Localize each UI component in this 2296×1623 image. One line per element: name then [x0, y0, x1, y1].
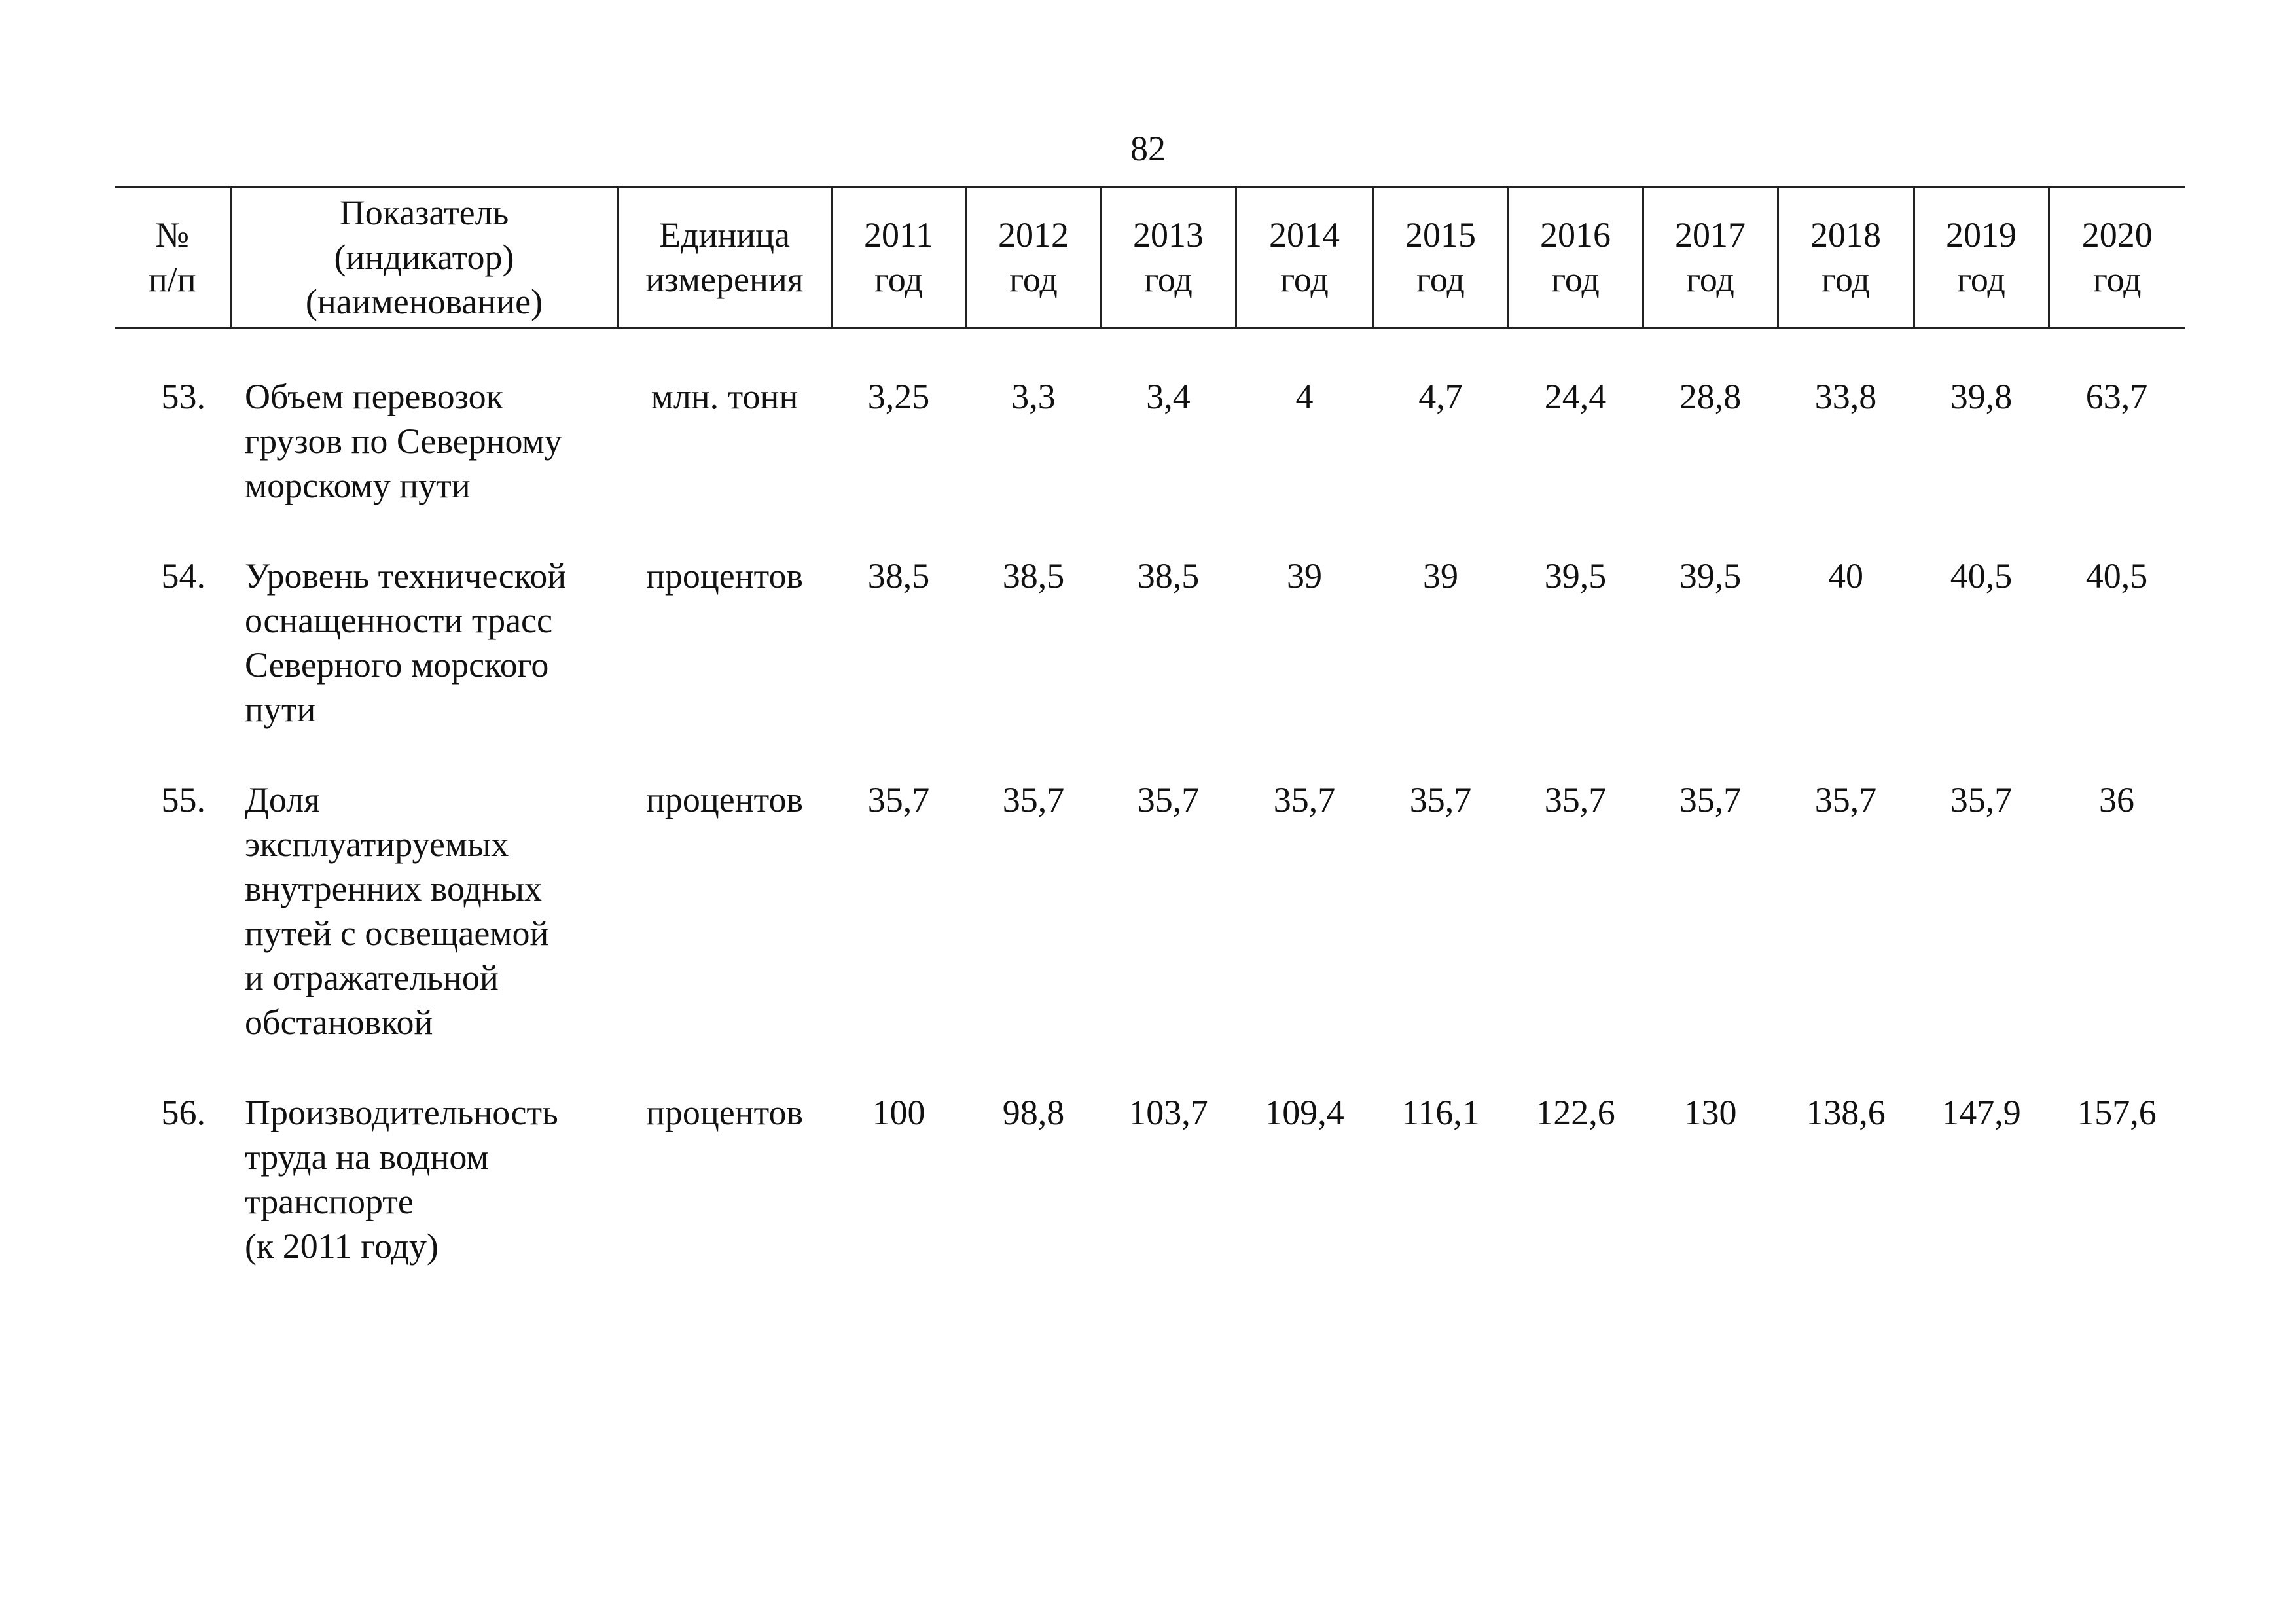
header-year-2016 [1508, 187, 1643, 328]
value-cell-2013: 103,7 [1128, 1093, 1208, 1132]
value-cell-2017: 39,5 [1679, 556, 1742, 596]
value-cell-2020: 40,5 [2085, 556, 2148, 596]
row-number: 53. [161, 377, 206, 416]
value-cell-2015: 39 [1423, 556, 1458, 596]
header-year-suffix: год [1957, 260, 2005, 299]
value-cell-2012: 3,3 [1011, 377, 1056, 416]
table-gap-row [115, 732, 2185, 777]
header-year: 2011 [864, 215, 933, 255]
value-cell-2017: 130 [1683, 1093, 1737, 1132]
value-cell-2016: 122,6 [1535, 1093, 1615, 1132]
indicator-name-line: обстановкой [245, 1003, 433, 1042]
value-cell-2011: 3,25 [867, 377, 930, 416]
value-cell-2013: 38,5 [1137, 556, 1200, 596]
value-cell-2018: 33,8 [1814, 377, 1877, 416]
header-indicator-line: (наименование) [305, 282, 543, 321]
value-cell-2012: 38,5 [1002, 556, 1065, 596]
indicator-name-line: и отражательной [245, 958, 499, 997]
value-cell-2019: 39,8 [1950, 377, 2013, 416]
header-year: 2020 [2081, 215, 2153, 255]
value-cell-2016: 24,4 [1544, 377, 1607, 416]
header-year: 2016 [1540, 215, 1611, 255]
value-cell-2015: 116,1 [1401, 1093, 1480, 1132]
indicator-name-line: (к 2011 году) [245, 1226, 439, 1266]
indicator-name-line: морскому пути [245, 466, 471, 505]
value-cell-2018: 138,6 [1806, 1093, 1886, 1132]
header-year: 2015 [1405, 215, 1476, 255]
indicator-name-line: путей с освещаемой [245, 914, 549, 953]
indicator-name-line: транспорте [245, 1182, 414, 1221]
value-cell-2013: 35,7 [1137, 780, 1200, 819]
row-number: 56. [161, 1093, 206, 1132]
header-year-2011 [831, 187, 966, 328]
header-year-suffix: год [1821, 260, 1870, 299]
unit-cell: процентов [645, 780, 804, 819]
table-row [115, 374, 2185, 508]
header-year: 2019 [1946, 215, 2017, 255]
gap-cell [115, 508, 2185, 554]
table-header-row [115, 187, 2185, 328]
header-year: 2012 [998, 215, 1069, 255]
value-cell-2018: 40 [1828, 556, 1863, 596]
header-unit [618, 187, 831, 328]
indicator-name-line: эксплуатируемых [245, 825, 509, 864]
header-year-suffix: год [1144, 260, 1193, 299]
value-cell-2015: 35,7 [1409, 780, 1472, 819]
page-number: 82 [1130, 129, 1166, 168]
indicator-name-line: пути [245, 690, 316, 729]
value-cell-2019: 35,7 [1950, 780, 2013, 819]
header-year-suffix: год [874, 260, 923, 299]
header-indicator-line: Показатель [339, 193, 509, 232]
header-year-2017 [1643, 187, 1778, 328]
header-unit-line: измерения [645, 260, 804, 299]
header-indicator [230, 187, 618, 328]
value-cell-2011: 35,7 [867, 780, 930, 819]
table-row [115, 554, 2185, 732]
value-cell-2017: 35,7 [1679, 780, 1742, 819]
header-unit-line: Единица [658, 215, 791, 255]
header-year: 2018 [1810, 215, 1881, 255]
header-year-2015 [1373, 187, 1508, 328]
value-cell-2020: 63,7 [2085, 377, 2148, 416]
header-year-2014 [1236, 187, 1373, 328]
indicator-name [230, 554, 618, 732]
header-year-suffix: год [1280, 260, 1329, 299]
unit-cell: млн. тонн [651, 377, 798, 416]
indicators-table-wrapper [115, 186, 2185, 1268]
value-cell-2016: 35,7 [1544, 780, 1607, 819]
gap-cell [115, 732, 2185, 777]
indicator-name [230, 1090, 618, 1268]
value-cell-2019: 40,5 [1950, 556, 2013, 596]
value-cell-2011: 100 [872, 1093, 925, 1132]
indicator-name-line: труда на водном [245, 1137, 489, 1177]
value-cell-2020: 36 [2099, 780, 2134, 819]
value-cell-2018: 35,7 [1814, 780, 1877, 819]
indicator-name-line: Северного морского [245, 645, 549, 685]
header-year-suffix: год [1551, 260, 1600, 299]
unit-cell: процентов [645, 556, 804, 596]
gap-cell [115, 1044, 2185, 1090]
table-row [115, 1090, 2185, 1268]
value-cell-2012: 35,7 [1002, 780, 1065, 819]
indicators-table [115, 186, 2185, 1268]
header-year-2020 [2049, 187, 2185, 328]
value-cell-2011: 38,5 [867, 556, 930, 596]
value-cell-2014: 109,4 [1265, 1093, 1344, 1132]
value-cell-2012: 98,8 [1002, 1093, 1065, 1132]
indicator-name-line: грузов по Северному [245, 421, 562, 461]
header-year-suffix: год [2092, 260, 2142, 299]
indicator-name [230, 374, 618, 508]
value-cell-2017: 28,8 [1679, 377, 1742, 416]
header-year-2018 [1778, 187, 1914, 328]
indicator-name-line: Уровень технической [245, 556, 567, 596]
header-indicator-line: (индикатор) [334, 238, 514, 277]
indicator-name-line: Производительность [245, 1093, 558, 1132]
indicator-name-line: оснащенности трасс [245, 601, 552, 640]
header-year: 2017 [1675, 215, 1746, 255]
header-year-2019 [1914, 187, 2049, 328]
value-cell-2020: 157,6 [2077, 1093, 2157, 1132]
table-gap-row [115, 508, 2185, 554]
indicator-name-line: Объем перевозок [245, 377, 503, 416]
table-gap-row [115, 1044, 2185, 1090]
header-year-suffix: год [1009, 260, 1058, 299]
value-cell-2015: 4,7 [1418, 377, 1463, 416]
indicator-name-line: внутренних водных [245, 869, 543, 908]
header-year-2012 [966, 187, 1101, 328]
value-cell-2013: 3,4 [1146, 377, 1191, 416]
header-year-suffix: год [1686, 260, 1734, 299]
header-num [115, 187, 230, 328]
header-year-suffix: год [1416, 260, 1465, 299]
value-cell-2014: 35,7 [1273, 780, 1336, 819]
row-number: 54. [161, 556, 206, 596]
value-cell-2019: 147,9 [1941, 1093, 2021, 1132]
table-spacer-row [115, 328, 2185, 375]
header-year: 2014 [1269, 215, 1340, 255]
header-num-line: п/п [148, 260, 196, 299]
indicator-name [230, 777, 618, 1044]
row-number: 55. [161, 780, 206, 819]
header-num-line: № [155, 215, 190, 255]
spacer-cell [115, 328, 2185, 375]
table-row [115, 777, 2185, 1044]
indicator-name-line: Доля [245, 780, 320, 819]
unit-cell: процентов [645, 1093, 804, 1132]
value-cell-2014: 4 [1295, 377, 1314, 416]
header-year-2013 [1101, 187, 1236, 328]
value-cell-2016: 39,5 [1544, 556, 1607, 596]
header-year: 2013 [1133, 215, 1204, 255]
value-cell-2014: 39 [1287, 556, 1322, 596]
